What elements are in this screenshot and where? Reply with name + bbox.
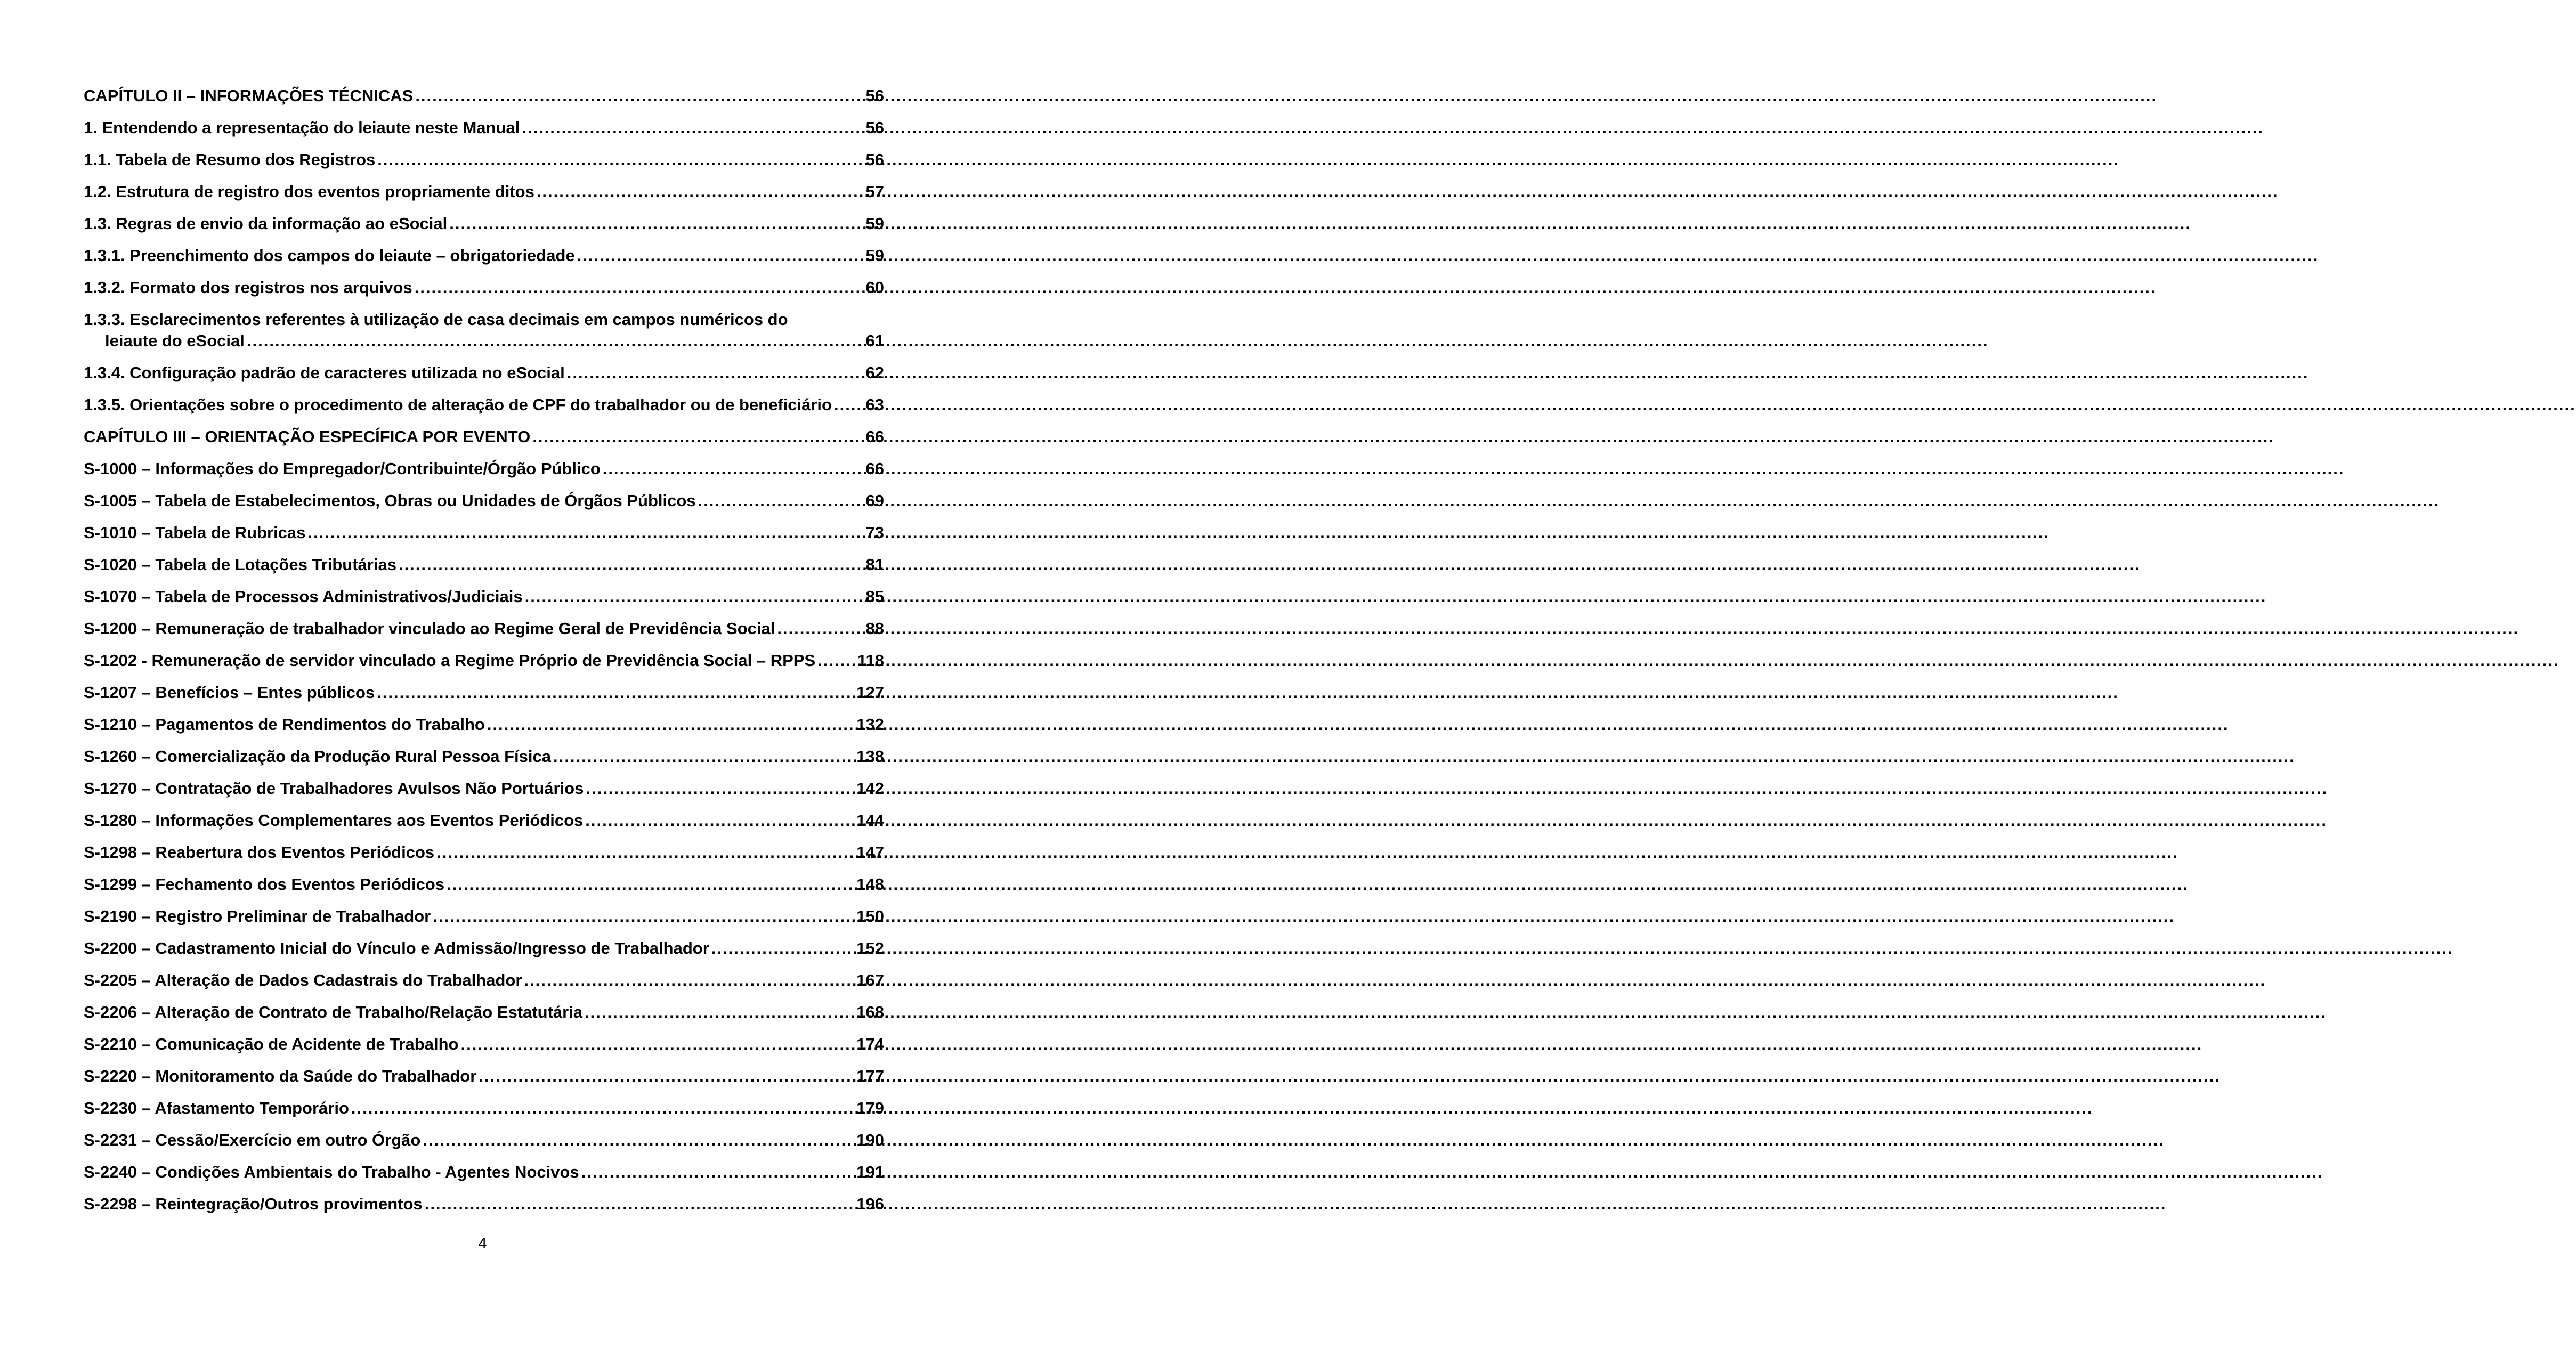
toc-entry-s1299[interactable] — [84, 874, 884, 895]
toc-dot-leader — [449, 213, 863, 234]
toc-dot-leader — [585, 1002, 854, 1023]
toc-entry-1-1[interactable] — [84, 149, 884, 170]
toc-entry-title: S-1298 – Reabertura dos Eventos Periódicos — [84, 843, 435, 862]
toc-dot-leader — [423, 1130, 854, 1151]
toc-entry-1-3-1[interactable] — [84, 245, 884, 266]
toc-entry-page: 127 — [856, 683, 884, 702]
toc-entry-page: 73 — [865, 523, 884, 542]
toc-dot-leader — [698, 490, 864, 512]
toc-entry-title: CAPÍTULO III – ORIENTAÇÃO ESPECÍFICA POR EVENTO — [84, 427, 531, 446]
toc-entry-title: S-2200 – Cadastramento Inicial do Vínculo e Admissão/Ingresso de Trabalhador — [84, 939, 709, 957]
toc-entry-s2190[interactable] — [84, 906, 884, 927]
toc-entry-s1270[interactable] — [84, 778, 884, 799]
toc-entry-1-2[interactable] — [84, 181, 884, 202]
toc-entry-page: 132 — [856, 715, 884, 734]
toc-entry-title: S-1020 – Tabela de Lotações Tributárias — [84, 555, 396, 574]
toc-entry-page: 177 — [856, 1067, 884, 1085]
toc-entry-page: 66 — [865, 459, 884, 478]
toc-entry-title: 1. Entendendo a representação do leiaute neste Manual — [84, 118, 520, 137]
toc-entry-1-3-5[interactable] — [84, 394, 884, 416]
toc-entry-page: 138 — [856, 747, 884, 766]
toc-entry-title: 1.3.5. Orientações sobre o procedimento de alteração de CPF do trabalhador ou de beneficiário — [84, 395, 832, 414]
toc-entry-page: 190 — [856, 1131, 884, 1149]
toc-dot-leader — [603, 458, 864, 480]
toc-entry-page: 69 — [865, 491, 884, 510]
toc-entry-title: 1.2. Estrutura de registro dos eventos propriamente ditos — [84, 182, 534, 201]
toc-dot-leader — [307, 522, 863, 543]
toc-dot-leader — [436, 842, 854, 863]
table-of-contents — [84, 85, 884, 1225]
toc-entry-1[interactable] — [84, 117, 884, 139]
toc-entry-title: S-1010 – Tabela de Rubricas — [84, 523, 306, 542]
toc-entry-s1202[interactable] — [84, 650, 884, 671]
toc-entry-title: S-1260 – Comercialização da Produção Rural Pessoa Física — [84, 747, 552, 766]
toc-entry-page: 174 — [856, 1035, 884, 1053]
toc-dot-leader — [433, 906, 854, 927]
toc-dot-leader — [415, 277, 864, 298]
toc-entry-title: S-2231 – Cessão/Exercício em outro Órgão — [84, 1131, 421, 1149]
toc-entry-title: 1.3.1. Preenchimento dos campos do leiaute – obrigatoriedade — [84, 246, 575, 265]
toc-entry-page: 152 — [856, 939, 884, 957]
toc-entry-title: S-1005 – Tabela de Estabelecimentos, Obras ou Unidades de Órgãos Públicos — [84, 491, 696, 510]
toc-dot-leader — [524, 970, 854, 991]
toc-entry-s2230[interactable] — [84, 1098, 884, 1119]
toc-entry-s1020[interactable] — [84, 554, 884, 575]
toc-entry-title: S-1202 - Remuneração de servidor vinculado a Regime Próprio de Previdência Social – RPPS — [84, 651, 816, 670]
toc-entry-title: S-1200 – Remuneração de trabalhador vinculado ao Regime Geral de Previdência Social — [84, 619, 775, 638]
toc-dot-leader — [479, 1066, 854, 1087]
toc-entry-page: 118 — [857, 651, 884, 670]
toc-entry-page: 62 — [865, 363, 884, 382]
toc-dot-leader — [522, 117, 863, 139]
toc-entry-chapter-3[interactable] — [84, 426, 884, 448]
toc-dot-leader — [586, 778, 854, 799]
toc-entry-page: 61 — [865, 331, 884, 350]
toc-dot-leader — [399, 554, 864, 575]
toc-entry-title: 1.3.3. Esclarecimentos referentes à utilização de casa decimais em campos numéricos do — [84, 310, 788, 329]
toc-entry-s1070[interactable] — [84, 586, 884, 607]
document-page — [0, 0, 965, 1364]
toc-dot-leader — [377, 149, 863, 170]
toc-entry-s2206[interactable] — [84, 1002, 884, 1023]
toc-dot-leader — [532, 426, 863, 448]
toc-entry-page: 142 — [856, 779, 884, 798]
toc-entry-page: 85 — [865, 587, 884, 606]
toc-entry-1-3-2[interactable] — [84, 277, 884, 298]
page-number: 4 — [478, 1235, 487, 1252]
toc-entry-page: 81 — [865, 555, 884, 574]
toc-entry-page: 168 — [856, 1003, 884, 1021]
toc-dot-leader — [460, 1034, 854, 1055]
toc-entry-title-continuation: leiaute do eSocial — [105, 331, 245, 350]
toc-dot-leader — [351, 1098, 854, 1119]
toc-entry-page: 56 — [865, 86, 884, 105]
toc-dot-leader — [585, 810, 854, 831]
toc-entry-s1000[interactable] — [84, 458, 884, 480]
toc-dot-leader — [817, 650, 855, 671]
toc-entry-title: S-2298 – Reintegração/Outros provimentos — [84, 1195, 423, 1213]
toc-entry-page: 59 — [865, 214, 884, 233]
toc-entry-title: S-1280 – Informações Complementares aos Eventos Periódicos — [84, 811, 584, 830]
toc-dot-leader — [487, 714, 854, 735]
toc-entry-title: S-2210 – Comunicação de Acidente de Trabalho — [84, 1035, 459, 1053]
toc-entry-page: 56 — [865, 118, 884, 137]
toc-entry-title: 1.1. Tabela de Resumo dos Registros — [84, 150, 376, 169]
toc-entry-s1010[interactable] — [84, 522, 884, 543]
toc-entry-page: 57 — [865, 182, 884, 201]
toc-entry-s1210[interactable] — [84, 714, 884, 735]
toc-entry-title: S-1299 – Fechamento dos Eventos Periódicos — [84, 875, 445, 894]
toc-entry-1-3-3[interactable] — [84, 309, 884, 352]
toc-dot-leader — [525, 586, 864, 607]
toc-entry-s2240[interactable] — [84, 1162, 884, 1183]
toc-entry-title: 1.3. Regras de envio da informação ao eSocial — [84, 214, 448, 233]
toc-entry-page: 56 — [865, 150, 884, 169]
toc-entry-page: 150 — [856, 907, 884, 925]
toc-entry-title: S-1207 – Benefícios – Entes públicos — [84, 683, 375, 702]
toc-entry-s2298[interactable] — [84, 1194, 884, 1215]
toc-entry-s2220[interactable] — [84, 1066, 884, 1087]
toc-entry-page: 66 — [865, 427, 884, 446]
toc-dot-leader — [577, 245, 864, 266]
toc-dot-leader — [425, 1194, 855, 1215]
toc-entry-s2210[interactable] — [84, 1034, 884, 1055]
toc-entry-title: S-1000 – Informações do Empregador/Contribuinte/Órgão Público — [84, 459, 601, 478]
toc-dot-leader — [834, 394, 864, 416]
toc-dot-leader — [247, 330, 864, 352]
toc-entry-1-3-4[interactable] — [84, 362, 884, 384]
toc-entry-page: 59 — [865, 246, 884, 265]
toc-entry-title: S-2206 – Alteração de Contrato de Trabalho/Relação Estatutária — [84, 1003, 583, 1021]
toc-dot-leader — [711, 938, 855, 959]
toc-dot-leader — [581, 1162, 855, 1183]
toc-entry-page: 63 — [865, 395, 884, 414]
toc-entry-s2205[interactable] — [84, 970, 884, 991]
toc-dot-leader — [537, 181, 864, 202]
toc-entry-title: 1.3.4. Configuração padrão de caracteres utilizada no eSocial — [84, 363, 565, 382]
toc-entry-page: 147 — [856, 843, 884, 862]
toc-entry-s2200[interactable] — [84, 938, 884, 959]
toc-entry-title: S-2230 – Afastamento Temporário — [84, 1099, 349, 1117]
toc-entry-s1298[interactable] — [84, 842, 884, 863]
toc-entry-1-3[interactable] — [84, 213, 884, 234]
toc-dot-leader — [567, 362, 864, 384]
toc-entry-s2231[interactable] — [84, 1130, 884, 1151]
toc-entry-title: S-2205 – Alteração de Dados Cadastrais do Trabalhador — [84, 971, 522, 989]
toc-entry-s1280[interactable] — [84, 810, 884, 831]
toc-entry-s1260[interactable] — [84, 746, 884, 767]
toc-dot-leader — [777, 618, 863, 639]
toc-entry-page: 191 — [856, 1163, 884, 1181]
toc-entry-s1207[interactable] — [84, 682, 884, 703]
toc-entry-title: 1.3.2. Formato dos registros nos arquivos — [84, 278, 412, 297]
toc-entry-page: 144 — [856, 811, 884, 830]
toc-entry-page: 88 — [865, 619, 884, 638]
toc-entry-title: CAPÍTULO II – INFORMAÇÕES TÉCNICAS — [84, 86, 414, 105]
toc-entry-s1200[interactable] — [84, 618, 884, 639]
toc-dot-leader — [553, 746, 854, 767]
toc-entry-chapter-2[interactable] — [84, 85, 884, 107]
toc-entry-page: 179 — [856, 1099, 884, 1117]
toc-entry-title: S-2220 – Monitoramento da Saúde do Trabalhador — [84, 1067, 477, 1085]
toc-entry-title: S-1070 – Tabela de Processos Administrativos/Judiciais — [84, 587, 523, 606]
toc-entry-page: 60 — [865, 278, 884, 297]
toc-entry-page: 196 — [856, 1195, 884, 1213]
toc-entry-page: 167 — [856, 971, 884, 989]
toc-entry-title: S-2190 – Registro Preliminar de Trabalhador — [84, 907, 431, 925]
toc-entry-title: S-1270 – Contratação de Trabalhadores Avulsos Não Portuários — [84, 779, 584, 798]
toc-dot-leader — [415, 85, 863, 107]
toc-entry-title: S-1210 – Pagamentos de Rendimentos do Trabalho — [84, 715, 485, 734]
toc-dot-leader — [447, 874, 854, 895]
toc-dot-leader — [377, 682, 854, 703]
toc-entry-s1005[interactable] — [84, 490, 884, 512]
toc-entry-page: 148 — [856, 875, 884, 894]
toc-entry-title: S-2240 – Condições Ambientais do Trabalho - Agentes Nocivos — [84, 1163, 579, 1181]
